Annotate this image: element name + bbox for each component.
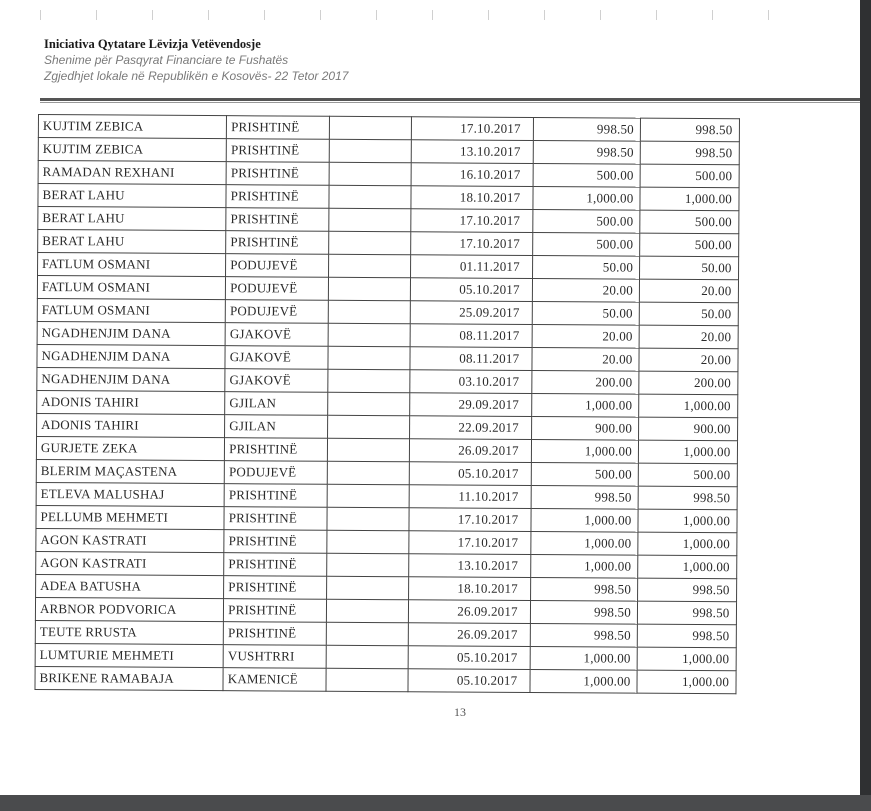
donations-table-wrap [34,114,808,695]
donor-name: FATLUM OSMANI [38,253,226,277]
empty-cell [328,392,410,415]
donation-date: 17.10.2017 [411,209,533,233]
donation-amount: 998.50 [530,624,637,648]
donor-name: PELLUMB MEHMETI [36,505,224,529]
donation-amount: 500.00 [533,210,640,234]
margin-cell [737,395,806,418]
margin-cell [737,510,806,533]
empty-cell [328,438,410,461]
document-header [44,36,824,84]
donation-date: 08.11.2017 [410,324,532,348]
margin-cell [736,648,805,671]
donation-amount: 20.00 [532,348,639,372]
donation-amount: 1,000.00 [531,440,638,464]
scan-tick [152,10,153,20]
scan-tick [768,10,769,20]
empty-cell [328,323,410,346]
recorded-amount: 20.00 [639,279,738,303]
margin-cell [737,487,806,510]
donation-amount: 500.00 [531,463,638,487]
donation-amount: 1,000.00 [531,532,638,556]
donation-date: 17.10.2017 [411,117,533,141]
donation-date: 18.10.2017 [411,186,533,210]
donation-date: 18.10.2017 [408,577,530,601]
donor-name: ADONIS TAHIRI [37,390,225,414]
empty-cell [327,576,409,599]
recorded-amount: 998.50 [638,486,737,510]
scan-tick [208,10,209,20]
donation-date: 26.09.2017 [409,439,531,463]
donation-date: 05.10.2017 [409,462,531,486]
donation-date: 29.09.2017 [410,393,532,417]
empty-cell [329,162,411,185]
margin-cell [736,579,805,602]
donation-date: 11.10.2017 [409,485,531,509]
empty-cell [330,116,412,139]
donor-city: PRISHTINË [227,116,330,140]
donor-name: GURJETE ZEKA [36,436,224,460]
empty-cell [329,254,411,277]
donor-city: PRISHTINË [224,576,327,600]
recorded-amount: 998.50 [637,601,736,625]
margin-cell [737,372,806,395]
donor-name: NGADHENJIM DANA [37,321,225,345]
margin-cell [736,625,805,648]
donation-amount: 1,000.00 [530,647,637,671]
recorded-amount: 900.00 [639,417,738,441]
donations-table [34,114,808,695]
margin-cell [738,280,807,303]
report-subtitle: Shenime për Pasqyrat Financiare te Fushatës [44,53,289,67]
scan-tick [96,10,97,20]
recorded-amount: 50.00 [639,256,738,280]
donation-amount: 20.00 [532,279,639,303]
recorded-amount: 1,000.00 [637,647,736,671]
empty-cell [327,507,409,530]
empty-cell [327,622,409,645]
empty-cell [327,645,409,668]
empty-cell [329,185,411,208]
donation-amount: 998.50 [533,118,640,142]
donor-city: PRISHTINË [223,622,326,646]
donation-amount: 900.00 [531,417,638,441]
margin-cell [738,257,807,280]
empty-cell [329,231,411,254]
donation-date: 17.10.2017 [411,232,533,256]
margin-cell [737,349,806,372]
recorded-amount: 50.00 [639,302,738,326]
organization-name: Iniciativa Qytatare Lëvizja Vetëvendosje [44,37,261,51]
recorded-amount: 1,000.00 [640,187,739,211]
donor-name: BERAT LAHU [38,184,226,208]
empty-cell [327,553,409,576]
donor-city: PODUJEVË [225,300,328,324]
donor-name: ARBNOR PODVORICA [35,597,223,621]
empty-cell [327,484,409,507]
empty-cell [328,346,410,369]
empty-cell [327,599,409,622]
donor-name: AGON KASTRATI [36,551,224,575]
donor-city: PRISHTINË [226,162,329,186]
donor-city: PODUJEVË [226,254,329,278]
donor-name: KUJTIM ZEBICA [38,138,226,162]
margin-cell [738,188,807,211]
viewer-bottom-bar [0,795,871,811]
donor-name: TEUTE RRUSTA [35,620,223,644]
donation-amount: 1,000.00 [531,394,638,418]
donor-city: PRISHTINË [226,185,329,209]
donation-date: 13.10.2017 [411,140,533,164]
recorded-amount: 20.00 [639,325,738,349]
empty-cell [329,277,411,300]
empty-cell [326,668,408,691]
donor-name: BERAT LAHU [38,230,226,254]
donor-name: ADONIS TAHIRI [37,413,225,437]
margin-cell [736,556,805,579]
empty-cell [328,369,410,392]
donor-name: LUMTURIE MEHMETI [35,643,223,667]
margin-cell [738,211,807,234]
page-number: 13 [454,705,466,719]
empty-cell [329,208,411,231]
margin-cell [738,326,807,349]
donation-date: 16.10.2017 [411,163,533,187]
donor-city: KAMENICË [223,668,326,692]
donation-date: 26.09.2017 [408,623,530,647]
donor-name: AGON KASTRATI [36,528,224,552]
margin-cell [738,303,807,326]
margin-cell [737,464,806,487]
donation-amount: 998.50 [530,578,637,602]
donation-amount: 998.50 [530,601,637,625]
donation-date: 05.10.2017 [408,669,530,693]
empty-cell [328,461,410,484]
donor-name: ETLEVA MALUSHAJ [36,482,224,506]
table-row [35,666,805,694]
scan-tick [320,10,321,20]
margin-cell [736,602,805,625]
donor-city: PODUJEVË [226,277,329,301]
recorded-amount: 500.00 [640,210,739,234]
recorded-amount: 998.50 [640,118,739,142]
recorded-amount: 500.00 [640,233,739,257]
scan-marks [40,10,830,20]
donor-city: VUSHTRRI [223,645,326,669]
donation-date: 08.11.2017 [410,347,532,371]
recorded-amount: 1,000.00 [638,555,737,579]
donor-city: PRISHTINË [225,438,328,462]
donation-amount: 1,000.00 [530,555,637,579]
donation-amount: 998.50 [533,141,640,165]
scan-tick [712,10,713,20]
donor-name: RAMADAN REXHANI [38,161,226,185]
margin-cell [737,441,806,464]
donor-city: GJAKOVË [225,369,328,393]
donation-date: 26.09.2017 [408,600,530,624]
viewer-edge [860,0,871,811]
empty-cell [329,300,411,323]
recorded-amount: 500.00 [638,463,737,487]
scan-tick [600,10,601,20]
scan-tick [488,10,489,20]
donor-name: NGADHENJIM DANA [37,344,225,368]
donor-name: FATLUM OSMANI [37,298,225,322]
recorded-amount: 1,000.00 [638,440,737,464]
donation-date: 05.10.2017 [408,646,530,670]
margin-cell [739,165,808,188]
margin-cell [738,234,807,257]
donor-name: BLERIM MAÇASTENA [36,459,224,483]
donation-date: 17.10.2017 [409,531,531,555]
donor-name: BERAT LAHU [38,207,226,231]
donor-city: GJILAN [225,415,328,439]
header-rule-thin [40,102,860,103]
donor-name: BRIKENE RAMABAJA [35,666,223,690]
donation-date: 13.10.2017 [409,554,531,578]
donor-city: PRISHTINË [224,599,327,623]
recorded-amount: 20.00 [639,348,738,372]
donor-city: GJAKOVË [225,346,328,370]
margin-cell [739,142,808,165]
donation-amount: 1,000.00 [530,670,637,694]
recorded-amount: 1,000.00 [638,532,737,556]
scan-tick [544,10,545,20]
scan-tick [40,10,41,20]
donation-date: 05.10.2017 [410,278,532,302]
donor-city: PRISHTINË [226,139,329,163]
donation-amount: 200.00 [532,371,639,395]
header-rule [40,98,860,101]
scan-tick [432,10,433,20]
donation-amount: 500.00 [532,233,639,257]
donation-amount: 50.00 [532,256,639,280]
recorded-amount: 1,000.00 [639,394,738,418]
donor-name: NGADHENJIM DANA [37,367,225,391]
donation-amount: 1,000.00 [533,187,640,211]
donation-amount: 50.00 [532,302,639,326]
donor-city: PRISHTINË [224,553,327,577]
scan-tick [656,10,657,20]
recorded-amount: 1,000.00 [638,509,737,533]
recorded-amount: 500.00 [640,164,739,188]
donation-amount: 20.00 [532,325,639,349]
margin-cell [736,533,805,556]
scan-tick [264,10,265,20]
donation-date: 25.09.2017 [410,301,532,325]
donor-city: PRISHTINË [224,507,327,531]
recorded-amount: 998.50 [637,624,736,648]
donor-city: PRISHTINË [224,530,327,554]
recorded-amount: 998.50 [638,578,737,602]
donor-city: PODUJEVË [224,461,327,485]
donor-name: ADEA BATUSHA [36,574,224,598]
empty-cell [330,139,412,162]
scan-tick [376,10,377,20]
recorded-amount: 998.50 [640,141,739,165]
recorded-amount: 1,000.00 [637,670,736,694]
donor-city: PRISHTINË [226,208,329,232]
donation-date: 01.11.2017 [410,255,532,279]
donation-date: 03.10.2017 [410,370,532,394]
empty-cell [328,415,410,438]
margin-cell [739,119,808,142]
donor-city: GJILAN [225,392,328,416]
donation-amount: 998.50 [531,486,638,510]
donor-city: PRISHTINË [226,231,329,255]
margin-cell [737,418,806,441]
donor-city: GJAKOVË [225,323,328,347]
donor-name: FATLUM OSMANI [37,276,225,300]
donation-date: 17.10.2017 [409,508,531,532]
donation-date: 22.09.2017 [409,416,531,440]
donor-name: KUJTIM ZEBICA [38,115,226,139]
donor-city: PRISHTINË [224,484,327,508]
election-subtitle: Zgjedhjet lokale në Republikën e Kosovës- 22 Tetor 2017 [44,69,349,83]
donation-amount: 500.00 [533,164,640,188]
empty-cell [327,530,409,553]
recorded-amount: 200.00 [639,371,738,395]
margin-cell [736,671,805,694]
donation-amount: 1,000.00 [531,509,638,533]
